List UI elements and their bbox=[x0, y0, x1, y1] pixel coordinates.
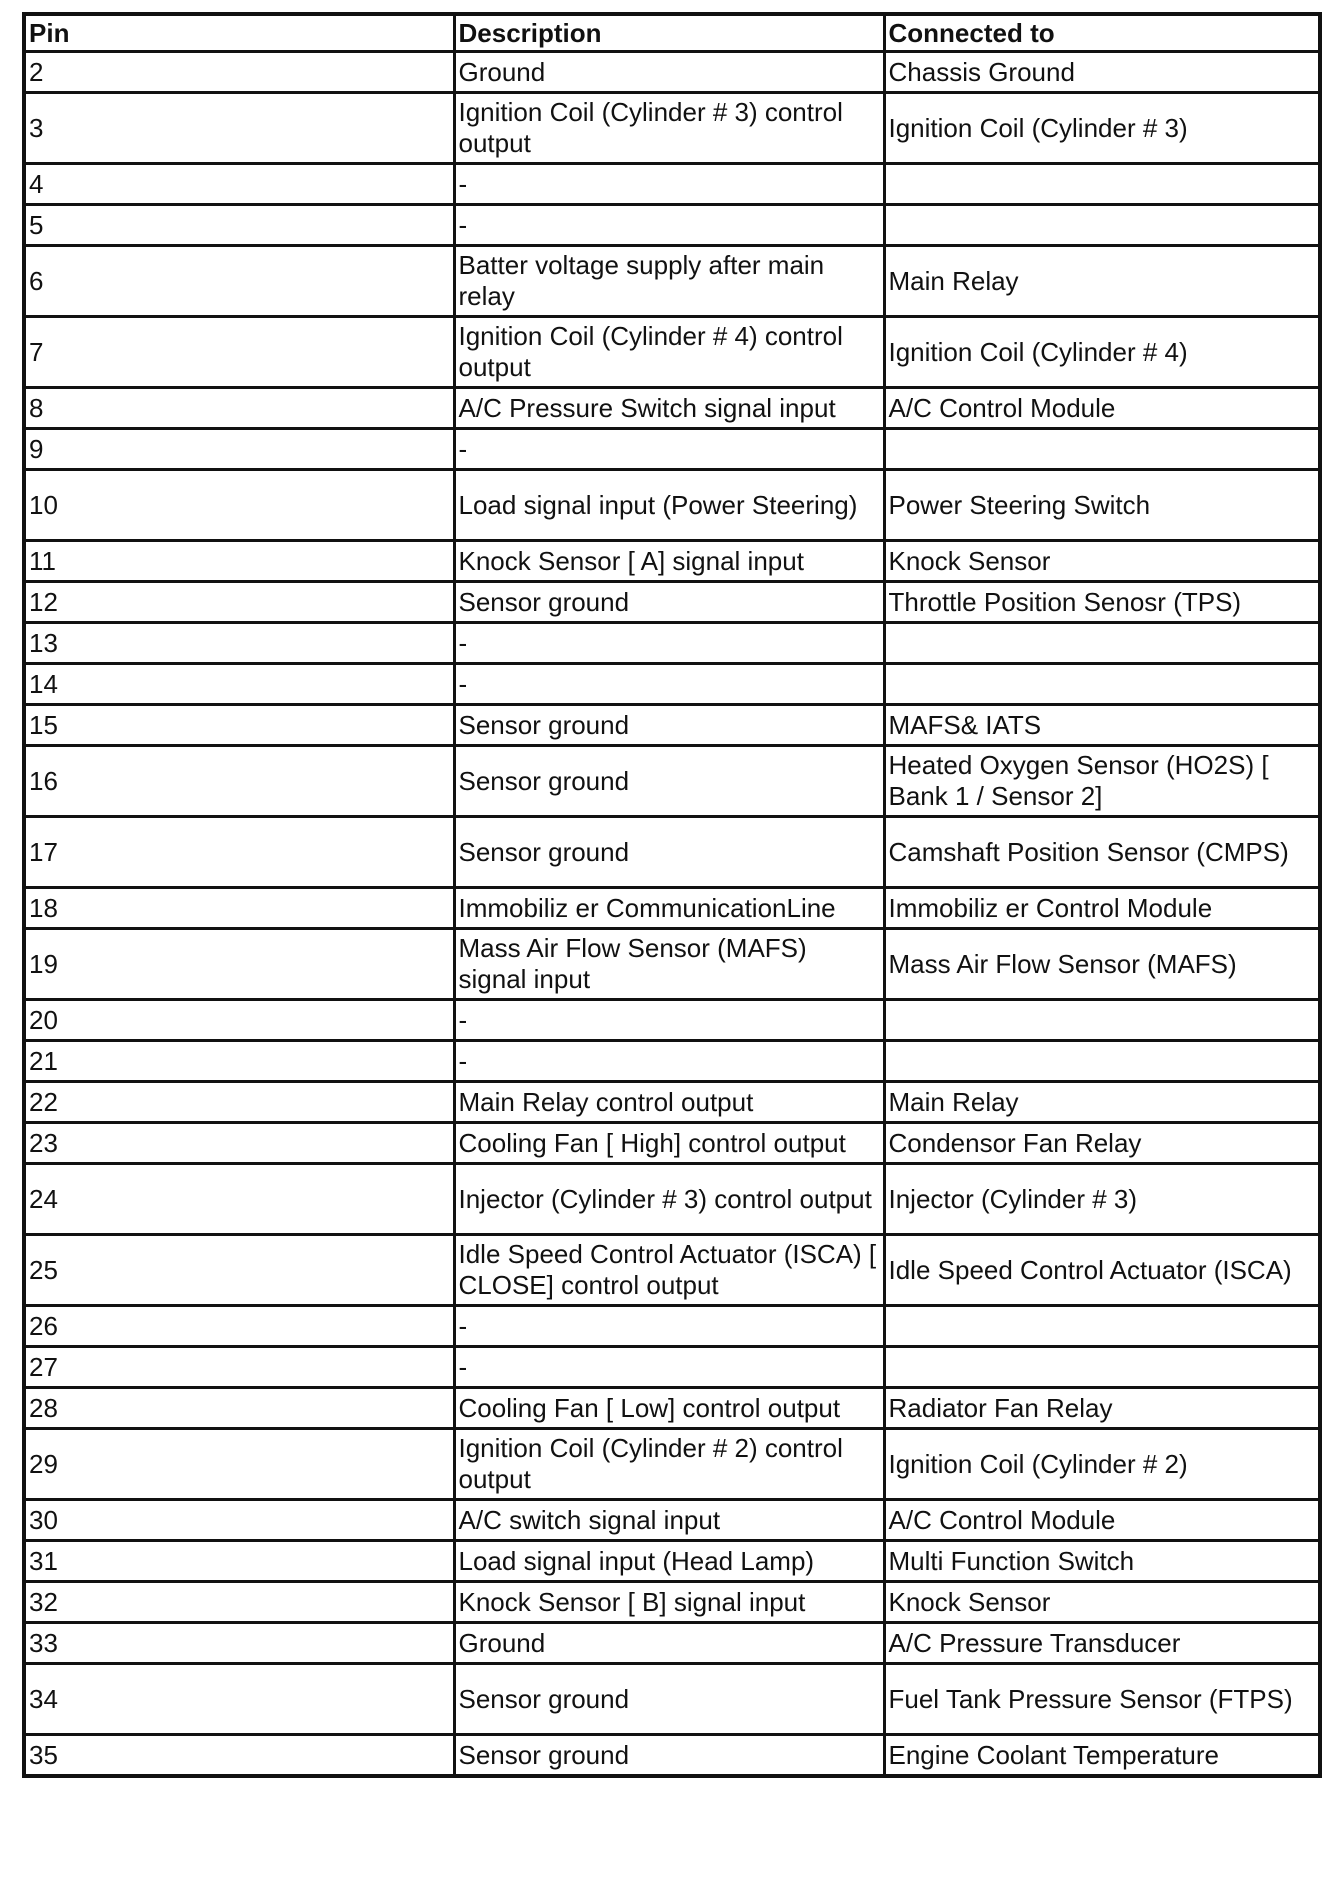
connected-to-cell: Immobiliz er Control Module bbox=[884, 888, 1320, 929]
pin-cell: 17 bbox=[24, 817, 454, 888]
description-cell: - bbox=[454, 1041, 884, 1082]
description-cell: Sensor ground bbox=[454, 746, 884, 817]
description-cell: Cooling Fan [ High] control output bbox=[454, 1123, 884, 1164]
table-row bbox=[24, 1164, 1320, 1235]
table-row bbox=[24, 1500, 1320, 1541]
pin-cell: 25 bbox=[24, 1235, 454, 1306]
table-header-row bbox=[24, 14, 1320, 52]
table-row bbox=[24, 1306, 1320, 1347]
table-row bbox=[24, 817, 1320, 888]
connected-to-cell: Injector (Cylinder # 3) bbox=[884, 1164, 1320, 1235]
description-cell: Sensor ground bbox=[454, 1664, 884, 1735]
header-description: Description bbox=[454, 14, 884, 52]
pin-cell: 21 bbox=[24, 1041, 454, 1082]
description-cell: Sensor ground bbox=[454, 582, 884, 623]
description-cell: - bbox=[454, 429, 884, 470]
table-row bbox=[24, 582, 1320, 623]
description-cell: A/C switch signal input bbox=[454, 1500, 884, 1541]
description-cell: - bbox=[454, 623, 884, 664]
table-row bbox=[24, 929, 1320, 1000]
description-cell: Ignition Coil (Cylinder # 2) control output bbox=[454, 1429, 884, 1500]
connected-to-cell bbox=[884, 1306, 1320, 1347]
connected-to-cell: Mass Air Flow Sensor (MAFS) bbox=[884, 929, 1320, 1000]
pin-cell: 4 bbox=[24, 164, 454, 205]
table-row bbox=[24, 1429, 1320, 1500]
connected-to-cell: Radiator Fan Relay bbox=[884, 1388, 1320, 1429]
description-cell: Main Relay control output bbox=[454, 1082, 884, 1123]
connected-to-cell bbox=[884, 623, 1320, 664]
description-cell: Ignition Coil (Cylinder # 3) control output bbox=[454, 93, 884, 164]
description-cell: Knock Sensor [ A] signal input bbox=[454, 541, 884, 582]
table-row bbox=[24, 388, 1320, 429]
description-cell: Load signal input (Head Lamp) bbox=[454, 1541, 884, 1582]
connected-to-cell: Power Steering Switch bbox=[884, 470, 1320, 541]
table-row bbox=[24, 746, 1320, 817]
pin-cell: 33 bbox=[24, 1623, 454, 1664]
description-cell: Ground bbox=[454, 1623, 884, 1664]
table-row bbox=[24, 52, 1320, 93]
pin-cell: 9 bbox=[24, 429, 454, 470]
table-row bbox=[24, 1000, 1320, 1041]
connected-to-cell: Chassis Ground bbox=[884, 52, 1320, 93]
connected-to-cell: Multi Function Switch bbox=[884, 1541, 1320, 1582]
table-row bbox=[24, 1582, 1320, 1623]
table-row bbox=[24, 1123, 1320, 1164]
connected-to-cell: Ignition Coil (Cylinder # 4) bbox=[884, 317, 1320, 388]
connected-to-cell: Knock Sensor bbox=[884, 1582, 1320, 1623]
pin-cell: 22 bbox=[24, 1082, 454, 1123]
description-cell: Idle Speed Control Actuator (ISCA) [ CLOSE] control output bbox=[454, 1235, 884, 1306]
connected-to-cell bbox=[884, 1347, 1320, 1388]
table-row bbox=[24, 705, 1320, 746]
pin-cell: 10 bbox=[24, 470, 454, 541]
description-cell: A/C Pressure Switch signal input bbox=[454, 388, 884, 429]
pin-cell: 24 bbox=[24, 1164, 454, 1235]
pin-cell: 12 bbox=[24, 582, 454, 623]
description-cell: Injector (Cylinder # 3) control output bbox=[454, 1164, 884, 1235]
table-row bbox=[24, 1082, 1320, 1123]
table-row bbox=[24, 623, 1320, 664]
pin-cell: 23 bbox=[24, 1123, 454, 1164]
pin-cell: 27 bbox=[24, 1347, 454, 1388]
pin-cell: 30 bbox=[24, 1500, 454, 1541]
description-cell: - bbox=[454, 1306, 884, 1347]
connected-to-cell bbox=[884, 1041, 1320, 1082]
pin-cell: 29 bbox=[24, 1429, 454, 1500]
table-row bbox=[24, 1735, 1320, 1777]
pin-cell: 28 bbox=[24, 1388, 454, 1429]
pin-cell: 13 bbox=[24, 623, 454, 664]
pin-cell: 16 bbox=[24, 746, 454, 817]
table-row bbox=[24, 164, 1320, 205]
description-cell: Batter voltage supply after main relay bbox=[454, 246, 884, 317]
connected-to-cell bbox=[884, 164, 1320, 205]
pin-table-sheet bbox=[22, 12, 1318, 1778]
table-row bbox=[24, 205, 1320, 246]
table-row bbox=[24, 317, 1320, 388]
pin-cell: 7 bbox=[24, 317, 454, 388]
table-row bbox=[24, 1541, 1320, 1582]
table-row bbox=[24, 93, 1320, 164]
pin-cell: 6 bbox=[24, 246, 454, 317]
pin-cell: 20 bbox=[24, 1000, 454, 1041]
connected-to-cell bbox=[884, 205, 1320, 246]
connected-to-cell: A/C Control Module bbox=[884, 388, 1320, 429]
description-cell: - bbox=[454, 664, 884, 705]
connected-to-cell: Ignition Coil (Cylinder # 3) bbox=[884, 93, 1320, 164]
pin-cell: 15 bbox=[24, 705, 454, 746]
pin-cell: 3 bbox=[24, 93, 454, 164]
pin-cell: 18 bbox=[24, 888, 454, 929]
pin-cell: 19 bbox=[24, 929, 454, 1000]
connected-to-cell: A/C Control Module bbox=[884, 1500, 1320, 1541]
description-cell: Ground bbox=[454, 52, 884, 93]
header-connected-to: Connected to bbox=[884, 14, 1320, 52]
connected-to-cell: Camshaft Position Sensor (CMPS) bbox=[884, 817, 1320, 888]
connected-to-cell: Main Relay bbox=[884, 1082, 1320, 1123]
table-row bbox=[24, 1664, 1320, 1735]
pin-cell: 11 bbox=[24, 541, 454, 582]
connected-to-cell: Knock Sensor bbox=[884, 541, 1320, 582]
description-cell: - bbox=[454, 1347, 884, 1388]
description-cell: Immobiliz er CommunicationLine bbox=[454, 888, 884, 929]
connected-to-cell bbox=[884, 664, 1320, 705]
connected-to-cell: Engine Coolant Temperature bbox=[884, 1735, 1320, 1777]
pin-cell: 32 bbox=[24, 1582, 454, 1623]
pin-cell: 26 bbox=[24, 1306, 454, 1347]
description-cell: - bbox=[454, 1000, 884, 1041]
table-row bbox=[24, 1388, 1320, 1429]
description-cell: Load signal input (Power Steering) bbox=[454, 470, 884, 541]
table-row bbox=[24, 541, 1320, 582]
connected-to-cell: Heated Oxygen Sensor (HO2S) [ Bank 1 / Sensor 2] bbox=[884, 746, 1320, 817]
connected-to-cell: Idle Speed Control Actuator (ISCA) bbox=[884, 1235, 1320, 1306]
connected-to-cell: A/C Pressure Transducer bbox=[884, 1623, 1320, 1664]
table-row bbox=[24, 470, 1320, 541]
connected-to-cell: MAFS& IATS bbox=[884, 705, 1320, 746]
pin-cell: 34 bbox=[24, 1664, 454, 1735]
pin-cell: 31 bbox=[24, 1541, 454, 1582]
description-cell: Knock Sensor [ B] signal input bbox=[454, 1582, 884, 1623]
header-pin: Pin bbox=[24, 14, 454, 52]
description-cell: - bbox=[454, 164, 884, 205]
table-row bbox=[24, 1623, 1320, 1664]
pin-cell: 2 bbox=[24, 52, 454, 93]
table-row bbox=[24, 664, 1320, 705]
description-cell: Sensor ground bbox=[454, 705, 884, 746]
pin-cell: 14 bbox=[24, 664, 454, 705]
description-cell: Mass Air Flow Sensor (MAFS) signal input bbox=[454, 929, 884, 1000]
description-cell: Cooling Fan [ Low] control output bbox=[454, 1388, 884, 1429]
pin-cell: 5 bbox=[24, 205, 454, 246]
table-row bbox=[24, 1041, 1320, 1082]
connected-to-cell: Ignition Coil (Cylinder # 2) bbox=[884, 1429, 1320, 1500]
connected-to-cell: Throttle Position Senosr (TPS) bbox=[884, 582, 1320, 623]
pin-cell: 8 bbox=[24, 388, 454, 429]
pin-cell: 35 bbox=[24, 1735, 454, 1777]
connected-to-cell bbox=[884, 1000, 1320, 1041]
table-row bbox=[24, 888, 1320, 929]
table-row bbox=[24, 1235, 1320, 1306]
table-row bbox=[24, 246, 1320, 317]
description-cell: Sensor ground bbox=[454, 1735, 884, 1777]
description-cell: Ignition Coil (Cylinder # 4) control output bbox=[454, 317, 884, 388]
connected-to-cell: Main Relay bbox=[884, 246, 1320, 317]
connected-to-cell: Condensor Fan Relay bbox=[884, 1123, 1320, 1164]
table-row bbox=[24, 429, 1320, 470]
table-row bbox=[24, 1347, 1320, 1388]
connected-to-cell: Fuel Tank Pressure Sensor (FTPS) bbox=[884, 1664, 1320, 1735]
connected-to-cell bbox=[884, 429, 1320, 470]
description-cell: Sensor ground bbox=[454, 817, 884, 888]
description-cell: - bbox=[454, 205, 884, 246]
pin-table bbox=[22, 12, 1322, 1778]
